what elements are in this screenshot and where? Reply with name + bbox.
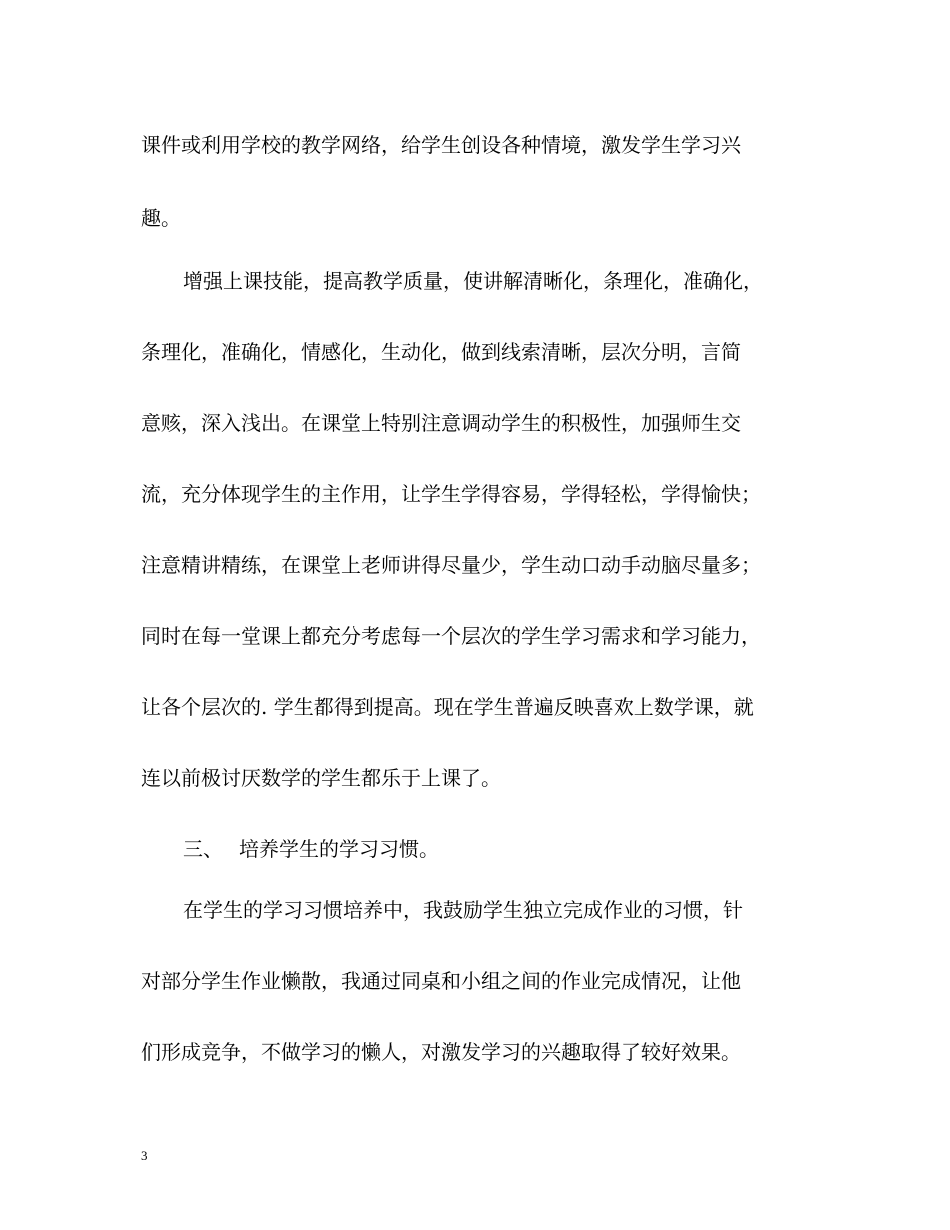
text-line: 条理化，准确化，情感化，生动化，做到线索清晰，层次分明，言简 bbox=[141, 340, 741, 364]
text-line: 同时在每一堂课上都充分考虑每一个层次的学生学习需求和学习能力， bbox=[141, 624, 761, 648]
text-line: 课件或利用学校的教学网络，给学生创设各种情境，激发学生学习兴 bbox=[141, 133, 741, 157]
page-number: 3 bbox=[141, 1148, 148, 1163]
section-number: 三、 bbox=[183, 837, 223, 861]
text-line: 让各个层次的. 学生都得到提高。现在学生普遍反映喜欢上数学课，就 bbox=[141, 695, 754, 719]
paragraph-start: 在学生的学习习惯培养中，我鼓励学生独立完成作业的习惯，针 bbox=[183, 898, 743, 922]
paragraph-start: 增强上课技能，提高教学质量，使讲解清晰化，条理化，准确化， bbox=[183, 269, 763, 293]
text-line: 流，充分体现学生的主作用，让学生学得容易，学得轻松，学得愉快； bbox=[141, 482, 761, 506]
text-line: 趣。 bbox=[141, 206, 181, 230]
section-heading bbox=[183, 836, 863, 862]
section-title: 培养学生的学习习惯。 bbox=[239, 837, 439, 861]
text-line: 注意精讲精练，在课堂上老师讲得尽量少，学生动口动手动脑尽量多； bbox=[141, 553, 761, 577]
text-line: 意赅，深入浅出。在课堂上特别注意调动学生的积极性，加强师生交 bbox=[141, 411, 741, 435]
text-line: 连以前极讨厌数学的学生都乐于上课了。 bbox=[141, 766, 501, 790]
text-line: 对部分学生作业懒散，我通过同桌和小组之间的作业完成情况，让他 bbox=[141, 969, 741, 993]
text-line: 们形成竞争，不做学习的懒人，对激发学习的兴趣取得了较好效果。 bbox=[141, 1040, 741, 1064]
